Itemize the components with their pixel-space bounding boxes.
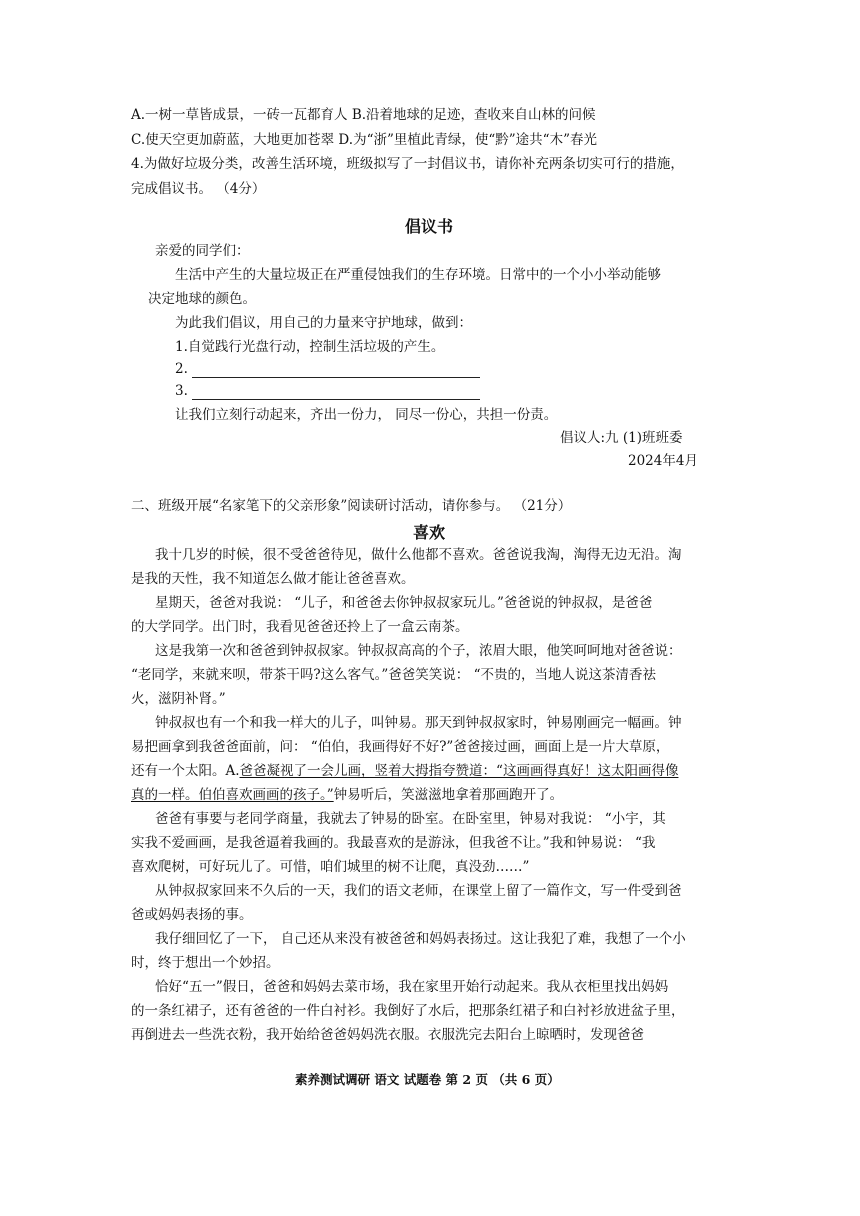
proposal-item-2 xyxy=(175,360,480,378)
story-line-b xyxy=(131,786,563,804)
underlined-sentence-a-part-2: 真的一样。伯伯喜欢画画的孩子。” xyxy=(131,787,334,803)
answer-blank-2[interactable] xyxy=(192,363,480,378)
question-4-line-1: 4.为做好垃圾分类，改善生活环境，班级拟写了一封倡议书，请你补充两条切实可行的措施， xyxy=(131,156,684,172)
proposal-greeting: 亲爱的同学们： xyxy=(155,243,250,259)
story-line-4: 的大学同学。出门时，我看见爸爸还拎上了一盒云南茶。 xyxy=(131,619,469,635)
story-line-b-suffix: 钟易听后，笑滋滋地拿着那画跑开了。 xyxy=(333,787,564,803)
story-line-12: 喜欢爬树，可好玩儿了。可惜，咱们城里的树不让爬，真没劲……” xyxy=(131,859,530,875)
marker-a-prefix: 还有一个太阳。A. xyxy=(131,763,240,779)
section-2-heading: 二、班级开展“名家笔下的父亲形象”阅读研讨活动，请你参与。 （21分） xyxy=(131,498,572,514)
proposal-item-3-number: 3. xyxy=(175,383,188,399)
proposal-closing: 让我们立刻行动起来，齐出一份力， 同尽一份心，共担一份责。 xyxy=(175,407,558,423)
story-line-7: 火，滋阴补肾。” xyxy=(131,691,226,707)
proposal-body-3: 为此我们倡议，用自己的力量来守护地球，做到： xyxy=(175,315,472,331)
page-footer: 素养测试调研 语文 试题卷 第 2 页 （共 6 页） xyxy=(295,1072,560,1087)
story-line-17: 恰好“五一”假日，爸爸和妈妈去菜市场，我在家里开始行动起来。我从衣柜里找出妈妈 xyxy=(155,979,669,995)
question-4-line-2: 完成倡议书。 （4分） xyxy=(131,181,266,197)
story-line-14: 爸或妈妈表扬的事。 xyxy=(131,907,253,923)
story-line-6: “老同学，来就来呗，带茶干吗?这么客气。”爸爸笑笑说： “不贵的，当地人说这茶清香祛 xyxy=(131,667,656,683)
answer-blank-3[interactable] xyxy=(192,385,480,400)
proposal-title: 倡议书 xyxy=(405,217,454,236)
story-line-18: 的一条红裙子，还有爸爸的一件白衬衫。我倒好了水后，把那条红裙子和白衬衫放进盆子里， xyxy=(131,1003,685,1019)
proposal-item-1: 1.自觉践行光盘行动，控制生活垃圾的产生。 xyxy=(175,339,445,355)
story-line-5: 这是我第一次和爸爸到钟叔叔家。钟叔叔高高的个子，浓眉大眼，他笑呵呵地对爸爸说： xyxy=(155,643,682,659)
options-cd: C.使天空更加蔚蓝，大地更加苍翠 D.为“浙”里植此青绿，使“黔”途共“木”春光 xyxy=(131,132,597,148)
story-line-19: 再倒进去一些洗衣粉，我开始给爸爸妈妈洗衣服。衣服洗完去阳台上晾晒时，发现爸爸 xyxy=(131,1027,644,1043)
story-line-10: 爸爸有事要与老同学商量，我就去了钟易的卧室。在卧室里，钟易对我说： “小宇，其 xyxy=(155,811,666,827)
proposal-item-3 xyxy=(175,382,480,400)
story-line-11: 实我不爱画画，是我爸逼着我画的。我最喜欢的是游泳，但我爸不让。”我和钟易说： “我 xyxy=(131,835,656,851)
proposal-signer: 倡议人:九 (1)班班委 xyxy=(560,430,683,446)
story-line-13: 从钟叔叔家回来不久后的一天，我们的语文老师，在课堂上留了一篇作文，写一件受到爸 xyxy=(155,883,682,899)
story-line-9: 易把画拿到我爸爸面前，问： “伯伯，我画得好不好?”爸爸接过画，画面上是一片大草原， xyxy=(131,739,670,755)
story-line-a xyxy=(131,762,678,780)
story-line-1: 我十几岁的时候，很不受爸爸待见，做什么他都不喜欢。爸爸说我淘，淘得无边无沿。淘 xyxy=(155,547,682,563)
story-line-8: 钟叔叔也有一个和我一样大的儿子，叫钟易。那天到钟叔叔家时，钟易刚画完一幅画。钟 xyxy=(155,715,682,731)
story-line-3: 星期天，爸爸对我说： “儿子，和爸爸去你钟叔叔家玩儿。”爸爸说的钟叔叔，是爸爸 xyxy=(155,595,653,611)
story-line-15: 我仔细回忆了一下， 自己还从来没有被爸爸和妈妈表扬过。这让我犯了难，我想了一个小 xyxy=(155,931,686,947)
proposal-date: 2024年4月 xyxy=(628,453,698,469)
proposal-body-1: 生活中产生的大量垃圾正在严重侵蚀我们的生存环境。日常中的一个小小举动能够 xyxy=(175,267,661,283)
story-line-2: 是我的天性，我不知道怎么做才能让爸爸喜欢。 xyxy=(131,571,415,587)
underlined-sentence-a-part-1: 爸爸凝视了一会儿画，竖着大拇指夸赞道：“这画画得真好！这太阳画得像 xyxy=(239,763,679,779)
proposal-body-2: 决定地球的颜色。 xyxy=(148,291,256,307)
story-line-16: 时，终于想出一个妙招。 xyxy=(131,955,280,971)
proposal-item-2-number: 2. xyxy=(175,361,188,377)
options-ab: A.一树一草皆成景，一砖一瓦都育人 B.沿着地球的足迹，查收来自山林的问候 xyxy=(131,107,596,123)
story-title: 喜欢 xyxy=(413,523,446,542)
